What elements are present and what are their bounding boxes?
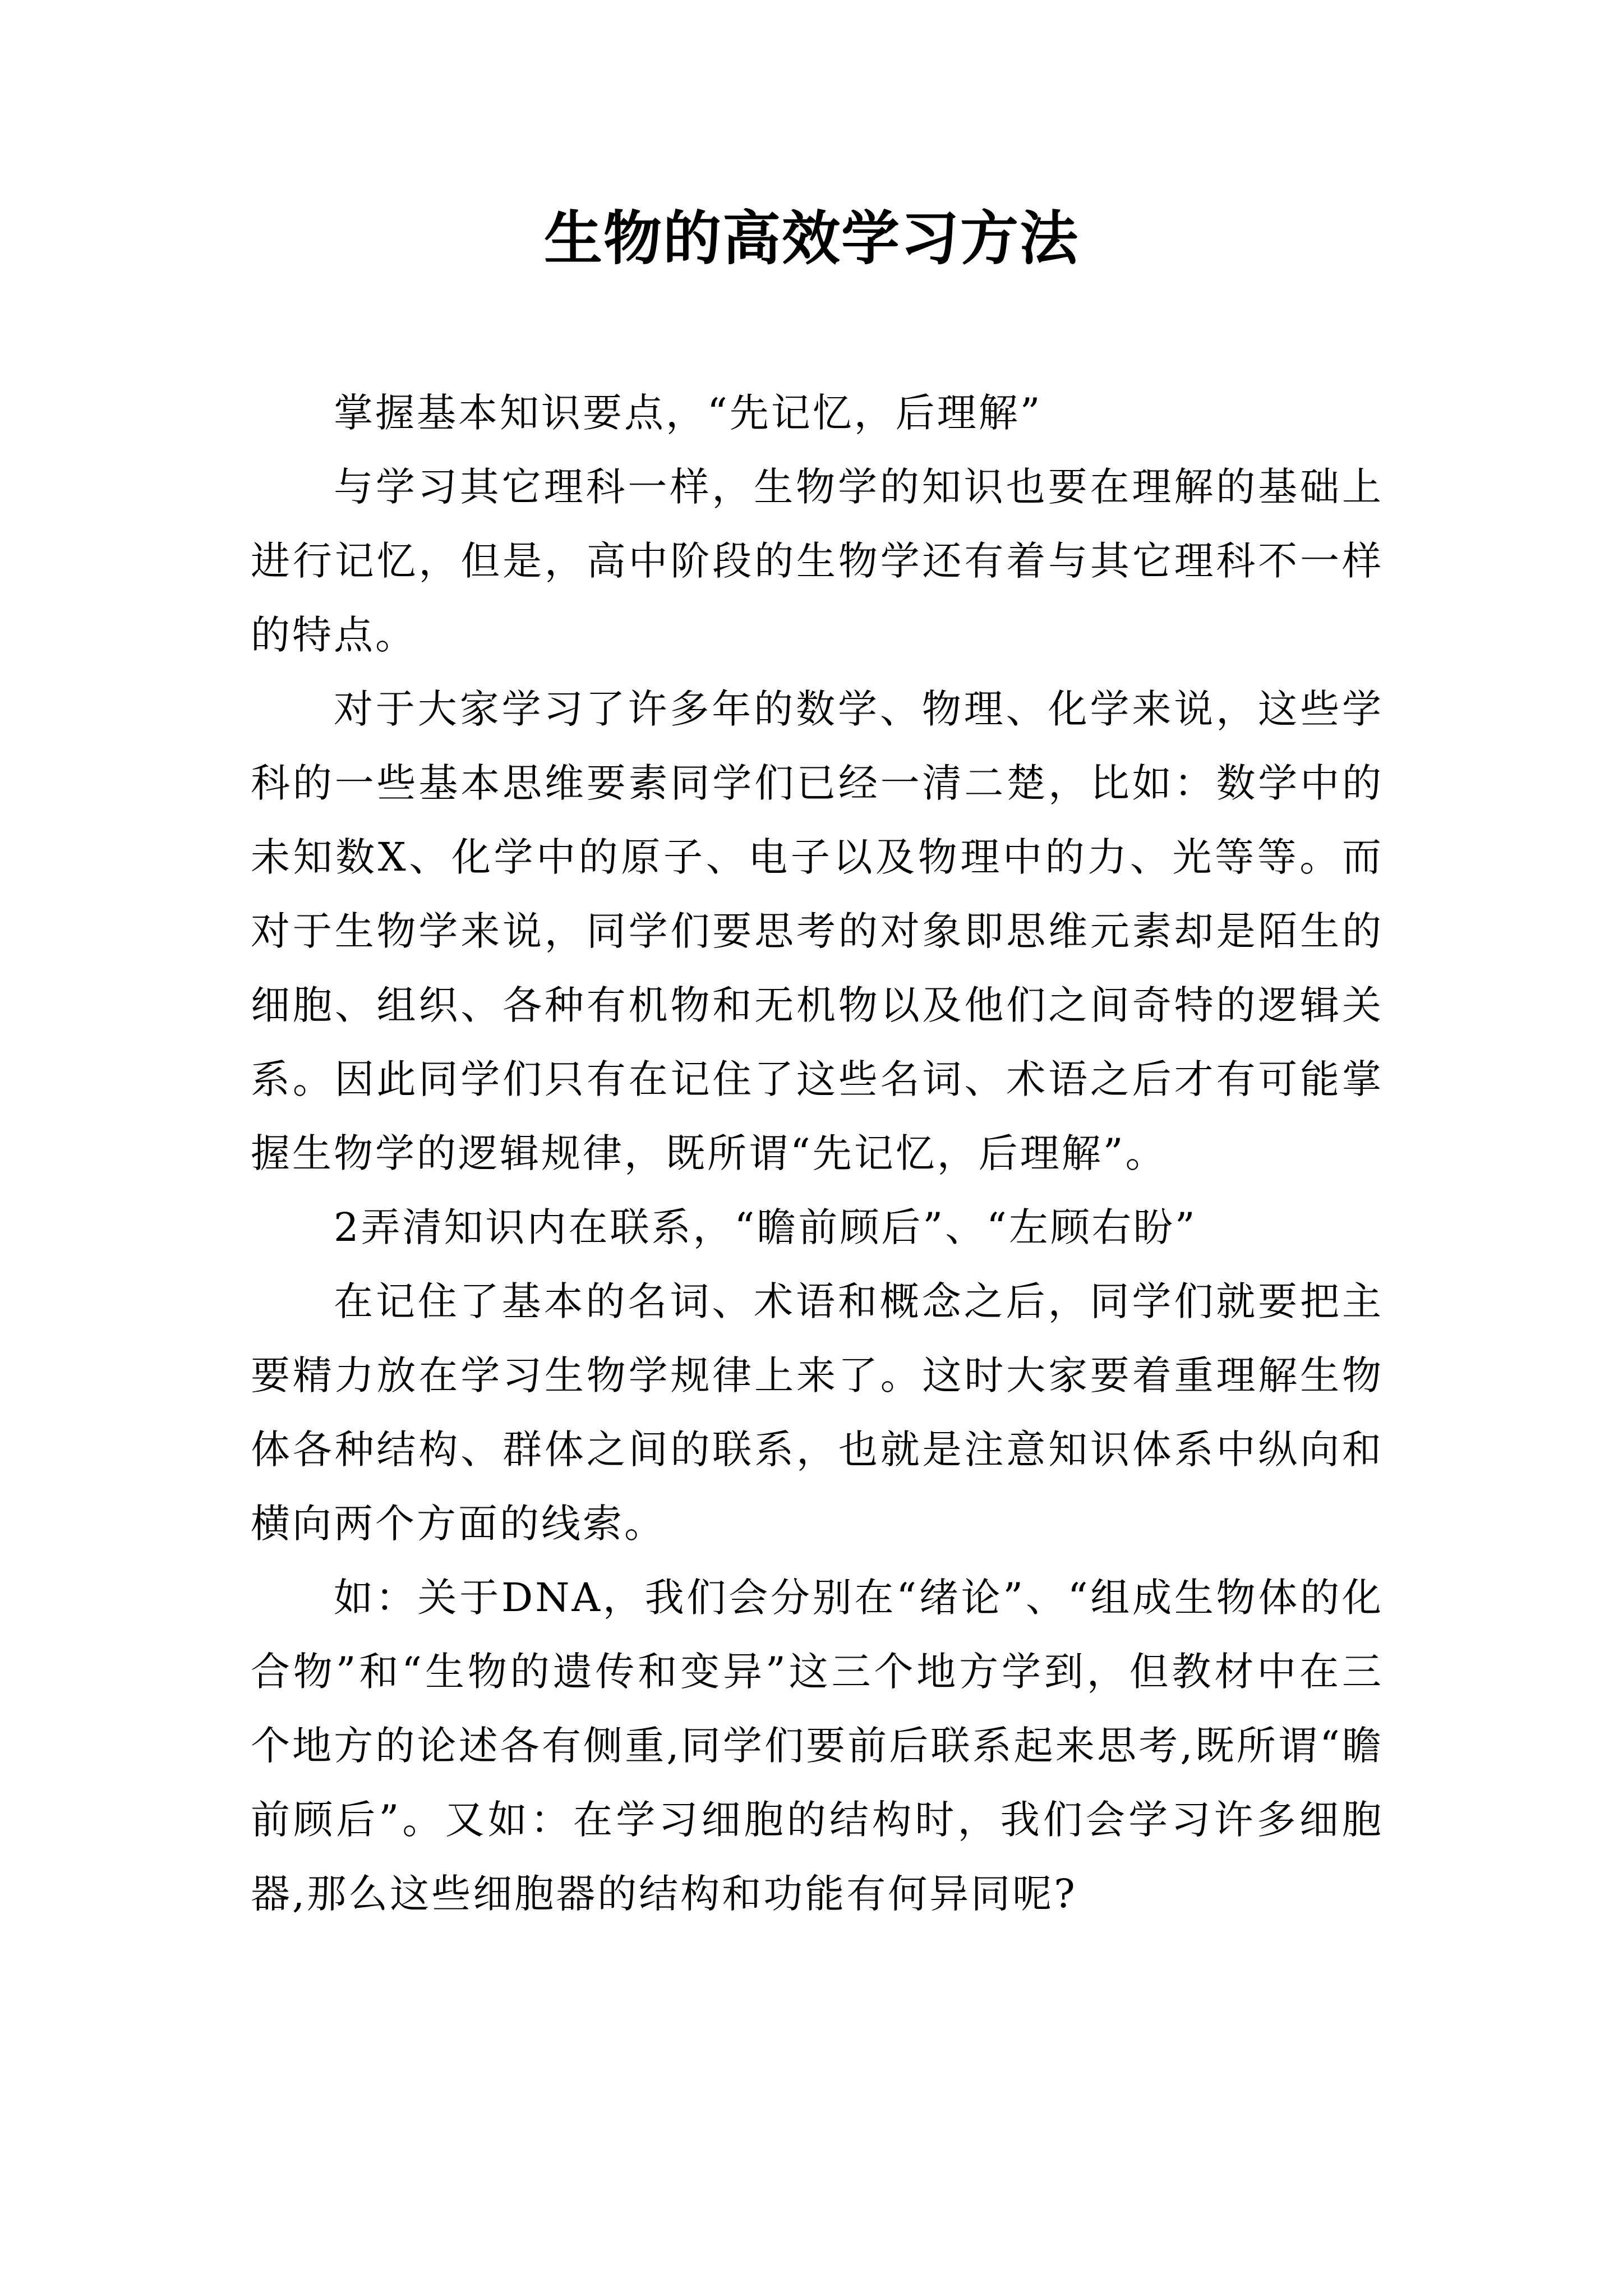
document-title: 生物的高效学习方法 [543, 204, 1079, 273]
paragraph-6: 如：关于DNA，我们会分别在“绪论”、“组成生物体的化合物”和“生物的遗传和变异”这三个地方学到，但教材中在三个地方的论述各有侧重,同学们要前后联系起来思考,既所谓“瞻前顾后”。又如：在学习细胞的结构时，我们会学习许多细胞器,那么这些细胞器的结构和功能有何异同呢? [251, 1575, 1384, 1917]
paragraph-1: 掌握基本知识要点，“先记忆，后理解” [334, 390, 1043, 436]
document-body [251, 376, 1384, 1931]
paragraph-4: 2弄清知识内在联系，“瞻前顾后”、“左顾右盼” [334, 1204, 1197, 1250]
paragraph-2: 与学习其它理科一样，生物学的知识也要在理解的基础上进行记忆，但是，高中阶段的生物学还有着与其它理科不一样的特点。 [251, 464, 1384, 658]
paragraph-5: 在记住了基本的名词、术语和概念之后，同学们就要把主要精力放在学习生物学规律上来了。这时大家要着重理解生物体各种结构、群体之间的联系，也就是注意知识体系中纵向和横向两个方面的线索。 [251, 1278, 1384, 1547]
paragraph-3: 对于大家学习了许多年的数学、物理、化学来说，这些学科的一些基本思维要素同学们已经一清二楚，比如：数学中的未知数X、化学中的原子、电子以及物理中的力、光等等。而对于生物学来说，同学们要思考的对象即思维元素却是陌生的细胞、组织、各种有机物和无机物以及他们之间奇特的逻辑关系。因此同学们只有在记住了这些名词、术语之后才有可能掌握生物学的逻辑规律，既所谓“先记忆，后理解”。 [251, 686, 1384, 1176]
